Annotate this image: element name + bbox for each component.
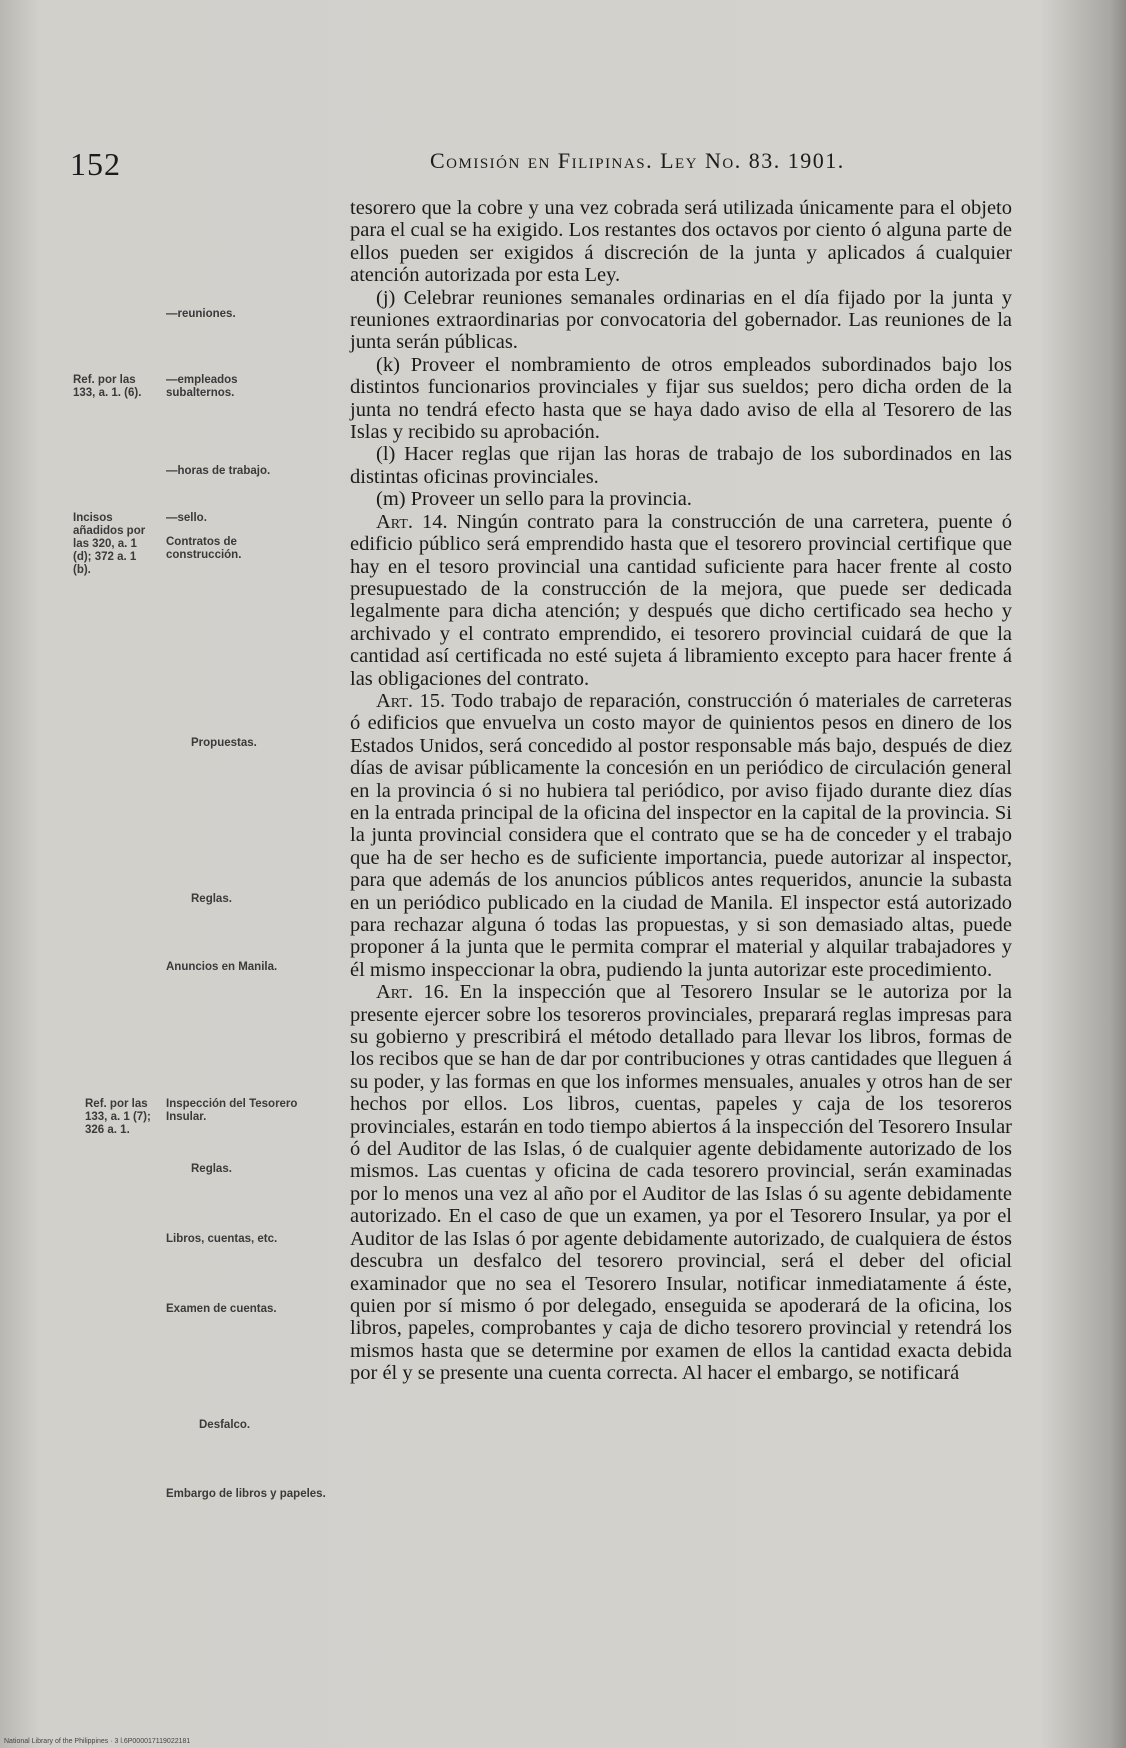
margin-note-reuniones: —reuniones. [166,308,236,320]
margin-note-sello: —sello. [166,512,207,524]
paragraph-m: (m) Proveer un sello para la provincia. [376,488,692,511]
margin-note-incisos: Incisos añadidos por las 320, a. 1 (d); 372 a. 1 (b). [73,512,146,576]
article-16 [350,981,1012,1384]
article-16-label: Art. 16. [376,981,450,1004]
article-16-text: En la inspección que al Tesorero Insular se le autoriza por la presente ejercer sobre los tesoreros provinciales, preparará reglas impresas para su gobierno y prescribirá el método detallado para llevar los libros, formas de los recibos que se han de dar por contribuciones y otras cantidades que lleguen á su poder, y las formas en que los informes mensuales, anuales y otros han de ser hechos por ellos. Los libros, cuentas, papeles y caja de los tesoreros provinciales, estarán en todo tiempo abiertos á la inspección del Tesorero Insular ó del Auditor de las Islas, ó de cualquier agente debidamente autorizado de los mismos. Las cuentas y oficina de cada tesorero provincial, serán examinadas por lo menos una vez al año por el Auditor de las Islas ó su agente debidamente autorizado. En el caso de que un examen, ya por el Tesorero Insular, ya por el Auditor de las Islas ó por agente debidamente autorizado, de cualquiera de éstos descubra un desfalco del tesorero provincial, será el deber del oficial examinador que no sea el Tesorero Insular, notificar inmediatamente á éste, quien por sí mismo ó por delegado, enseguida se apoderará de la oficina, los libros, papeles, comprobantes y caja de dicho tesorero provincial y retendrá los mismos hasta que se determine por examen de ellos la cantidad exacta debida por él y se presente una cuenta correcta. Al hacer el embargo, se notificará [350,981,1013,1385]
margin-note-reglas-2: Reglas. [191,1163,232,1175]
page-number: 152 [70,146,121,182]
scan-credit: National Library of the Philippines · 3 l.6P000017119022181 [4,1738,191,1745]
margin-note-anuncios: Anuncios en Manila. [166,961,278,973]
margin-note-ref-1: Ref. por las 133, a. 1. (6). [73,374,142,399]
article-15 [350,690,1012,981]
article-15-text: Todo trabajo de reparación, construcción ó materiales de carreteras ó edificios que envuelva un costo mayor de quinientos pesos en dinero de los Estados Unidos, será concedido al postor responsable más bajo, después de diez días de avisar públicamente la concesión en un periódico de circulación general en la provincia ó si no hubiera tal periódico, por aviso fijado durante diez días en la entrada principal de la oficina del inspector en la capital de la provincia. Si la junta provincial considera que el contrato que se ha de conceder y el trabajo que ha de ser hecho es de suficiente importancia, puede autorizar al inspector, para que además de los anuncios públicos antes requeridos, anuncie la subasta en un periódico publicado en la ciudad de Manila. El inspector está autorizado para rechazar alguna ó todas las propuestas, y si son demasiado altas, puede proponer á la junta que le permita comprar el material y alquilar trabajadores y él mismo inspeccionar la obra, pudiendo la junta autorizar este procedimiento. [350,689,1012,981]
article-14-label: Art. 14. [376,510,448,533]
margin-note-desfalco: Desfalco. [199,1419,251,1431]
margin-note-empleados: —empleados subalternos. [166,374,238,399]
paragraph-k: (k) Proveer el nombramiento de otros empleados subordinados bajo los distintos funcionarios provinciales y fijar sus sueldos; pero dicha orden de la junta no tendrá efecto hasta que se haya dado aviso de ella al Tesorero de las Islas y recibido su aprobación. [350,353,1012,444]
margin-note-reglas-1: Reglas. [191,893,232,905]
paragraph-l: (l) Hacer reglas que rijan las horas de trabajo de los subordinados en las distintas oficinas provinciales. [350,443,1012,488]
margin-note-contratos: Contratos de construcción. [166,536,242,561]
margin-note-inspeccion: Inspección del Tesorero Insular. [166,1098,298,1123]
margin-note-examen: Examen de cuentas. [166,1303,277,1315]
margin-note-horas: —horas de trabajo. [166,465,271,477]
margin-note-embargo: Embargo de libros y papeles. [166,1488,326,1500]
main-text [350,197,1012,1385]
margin-note-propuestas: Propuestas. [191,737,257,749]
margin-note-libros: Libros, cuentas, etc. [166,1233,278,1245]
page-header [0,140,1126,180]
article-14-text: Ningún contrato para la construcción de una carretera, puente ó edificio público será emprendido hasta que el tesorero provincial certifique que hay en el tesoro provincial una cantidad suficiente para hacer frente al costo presupuestado de la construcción de la mejora, que puede ser dedicada legalmente para dicha atención; y después que dicho certificado sea hecho y archivado y el contrato emprendido, ei tesorero provincial cuidará de que la cantidad así certificada no esté sujeta á libramiento excepto para hacer frente á las obligaciones del contrato. [350,510,1013,690]
paragraph-continuation: tesorero que la cobre y una vez cobrada será utilizada únicamente para el objeto para el cual se ha exigido. Los restantes dos octavos por ciento ó alguna parte de ellos pueden ser exigidos á discreción de la junta y aplicados á cualquier atención autorizada por esta Ley. [350,197,1012,287]
paragraph-j: (j) Celebrar reuniones semanales ordinarias en el día fijado por la junta y reuniones extraordinarias por convocatoria del gobernador. Las reuniones de la junta serán públicas. [350,286,1012,354]
margin-note-ref-2: Ref. por las 133, a. 1 (7); 326 a. 1. [85,1098,151,1136]
article-14 [350,511,1012,690]
running-head: Comisión en Filipinas. Ley No. 83. 1901. [430,148,845,173]
article-15-label: Art. 15. [376,689,446,712]
